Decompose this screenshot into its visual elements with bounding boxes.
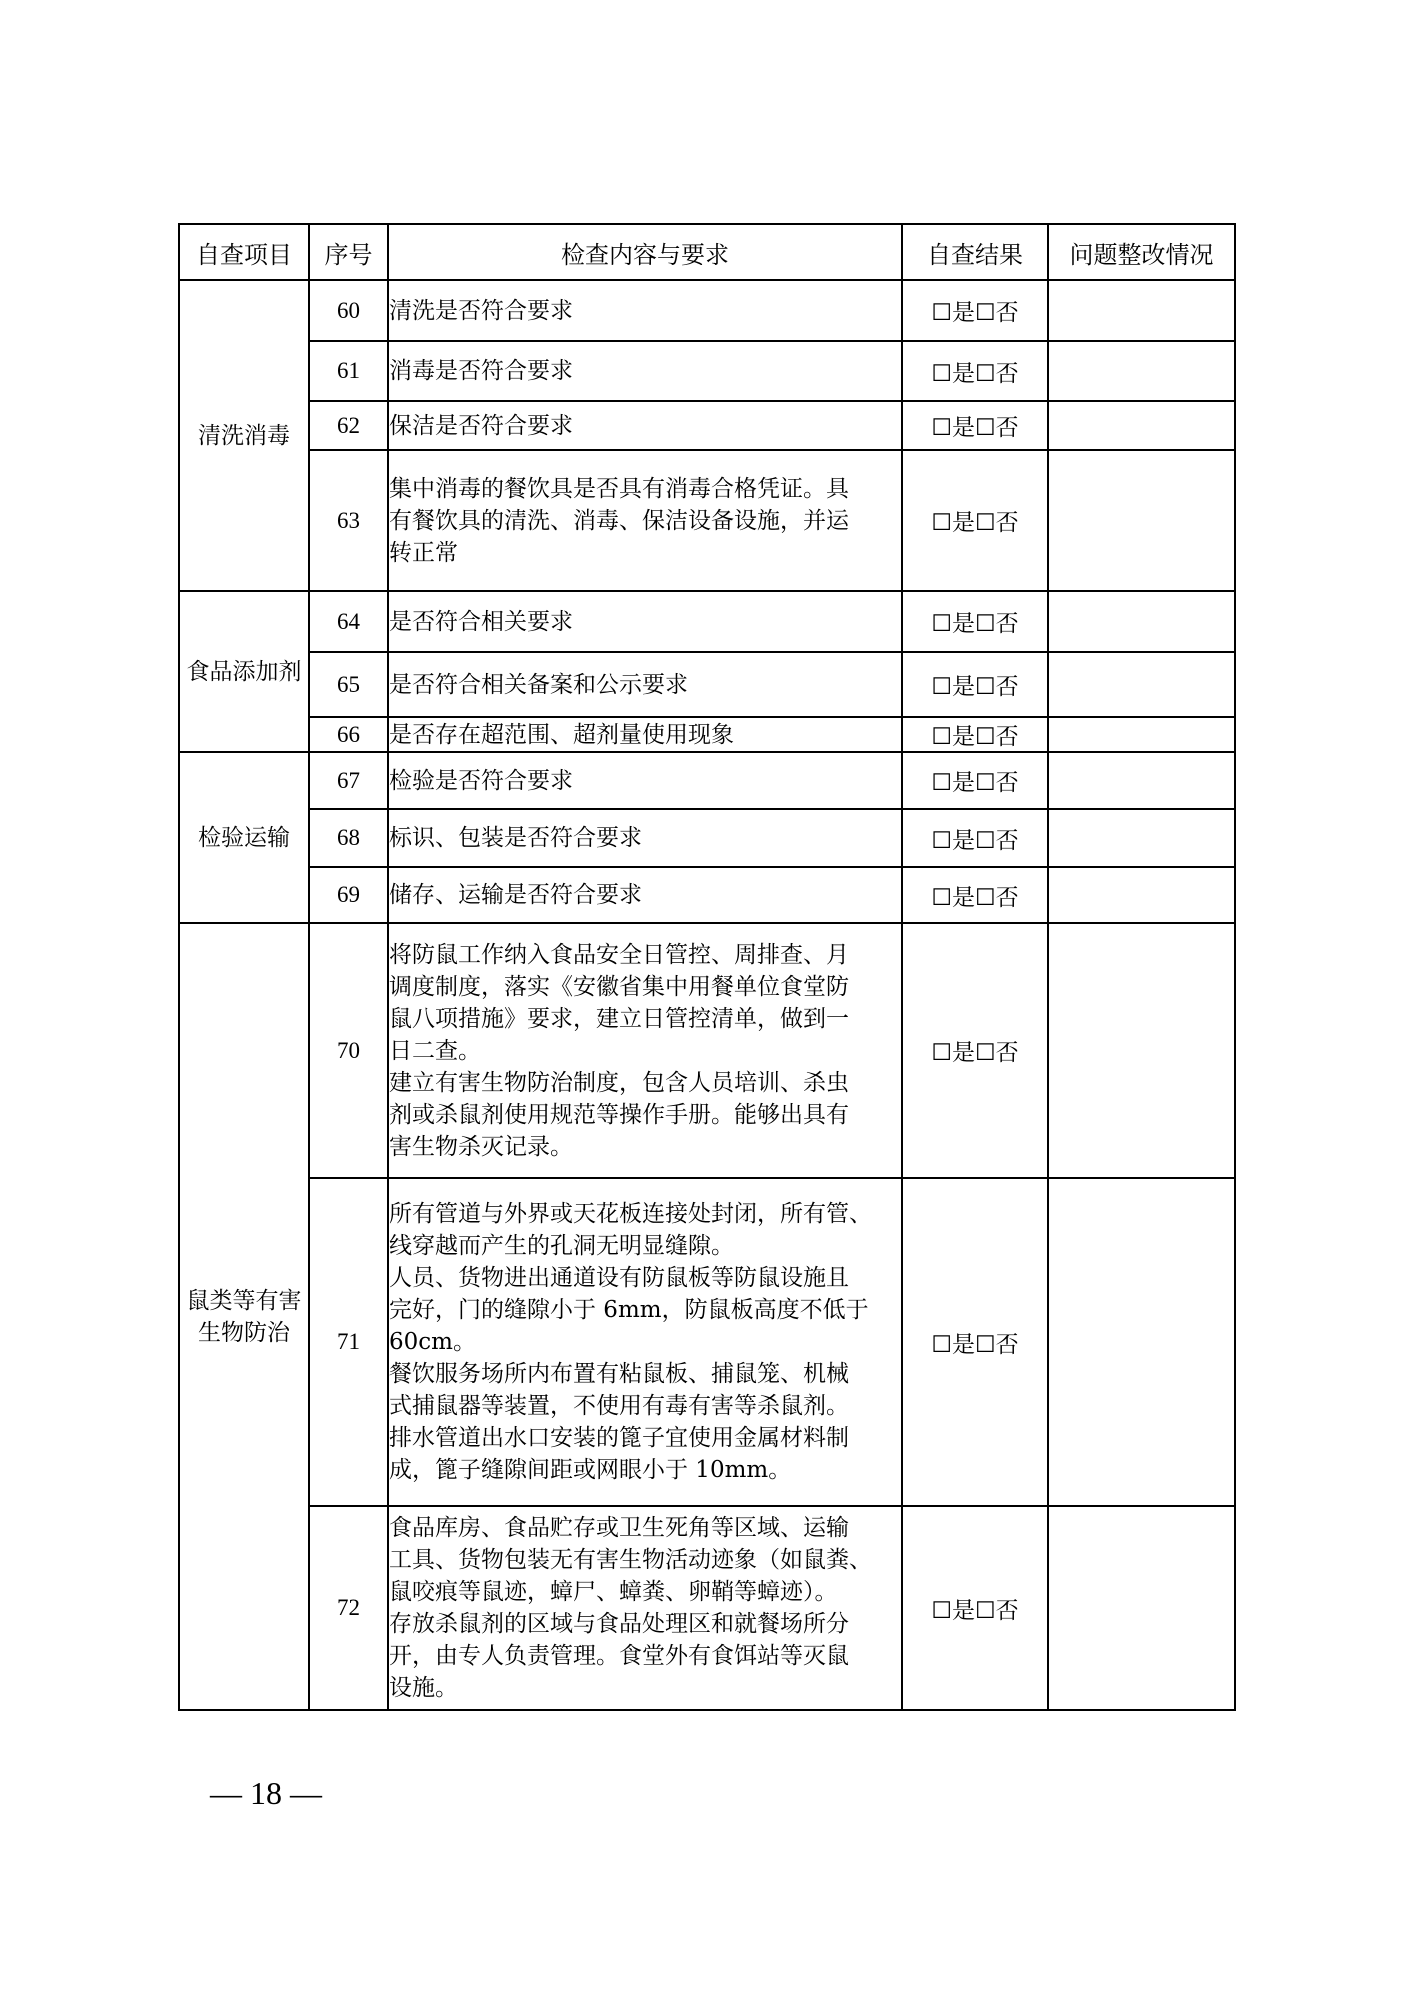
content-line: 完好，门的缝隙小于 6mm，防鼠板高度不低于	[389, 1297, 869, 1323]
result-checkbox[interactable]: ☐是☐否	[902, 867, 1048, 923]
fix-cell[interactable]	[1048, 923, 1235, 1178]
content-line: 害生物杀灭记录。	[389, 1133, 573, 1160]
table-row	[179, 280, 1235, 341]
category-cell	[179, 280, 309, 591]
content-line: 建立有害生物防治制度，包含人员培训、杀虫	[389, 1069, 849, 1096]
seq-cell: 65	[309, 652, 388, 717]
table-row	[179, 923, 1235, 1178]
fix-cell[interactable]	[1048, 1506, 1235, 1710]
content-line: 排水管道出水口安装的篦子宜使用金属材料制	[389, 1425, 849, 1451]
result-checkbox[interactable]: ☐是☐否	[902, 1178, 1048, 1506]
category-label: 食品添加剂	[186, 658, 302, 685]
fix-cell[interactable]	[1048, 1178, 1235, 1506]
category-label: 清洗消毒	[198, 422, 290, 449]
fix-cell[interactable]	[1048, 450, 1235, 591]
header-content: 检查内容与要求	[388, 224, 902, 280]
category-label: 鼠类等有害	[186, 1287, 302, 1314]
content-line: 所有管道与外界或天花板连接处封闭，所有管、	[389, 1201, 872, 1227]
content-line: 餐饮服务场所内布置有粘鼠板、捕鼠笼、机械	[389, 1361, 849, 1387]
result-checkbox[interactable]: ☐是☐否	[902, 450, 1048, 591]
content-line: 开，由专人负责管理。食堂外有食饵站等灭鼠	[389, 1643, 849, 1669]
content-line: 剂或杀鼠剂使用规范等操作手册。能够出具有	[389, 1101, 849, 1128]
content-line: 转正常	[389, 539, 458, 566]
fix-cell[interactable]	[1048, 752, 1235, 809]
content-line: 成，篦子缝隙间距或网眼小于 10mm。	[389, 1457, 792, 1483]
fix-cell[interactable]	[1048, 341, 1235, 401]
table-row	[179, 809, 1235, 867]
table-row	[179, 401, 1235, 450]
result-checkbox[interactable]: ☐是☐否	[902, 809, 1048, 867]
table-row	[179, 591, 1235, 652]
table-row	[179, 867, 1235, 923]
content-line: 清洗是否符合要求	[389, 297, 573, 324]
result-checkbox[interactable]: ☐是☐否	[902, 652, 1048, 717]
content-line: 鼠咬痕等鼠迹，蟑尸、蟑粪、卵鞘等蟑迹）。	[389, 1579, 838, 1605]
table-row	[179, 450, 1235, 591]
table-row	[179, 1178, 1235, 1506]
content-cell	[388, 923, 902, 1178]
fix-cell[interactable]	[1048, 867, 1235, 923]
content-cell	[388, 401, 902, 450]
content-line: 保洁是否符合要求	[389, 412, 573, 439]
table-row	[179, 341, 1235, 401]
header-category: 自查项目	[179, 224, 309, 280]
header-result: 自查结果	[902, 224, 1048, 280]
seq-cell: 70	[309, 923, 388, 1178]
result-checkbox[interactable]: ☐是☐否	[902, 1506, 1048, 1710]
content-cell	[388, 1506, 902, 1710]
seq-cell: 72	[309, 1506, 388, 1710]
seq-cell: 69	[309, 867, 388, 923]
seq-cell: 64	[309, 591, 388, 652]
content-line: 鼠八项措施》要求，建立日管控清单，做到一	[389, 1005, 849, 1032]
fix-cell[interactable]	[1048, 717, 1235, 752]
content-line: 是否存在超范围、超剂量使用现象	[389, 721, 734, 748]
category-cell	[179, 923, 309, 1710]
seq-cell: 66	[309, 717, 388, 752]
content-line: 标识、包装是否符合要求	[389, 825, 642, 851]
table-row	[179, 1506, 1235, 1710]
result-checkbox[interactable]: ☐是☐否	[902, 401, 1048, 450]
content-line: 存放杀鼠剂的区域与食品处理区和就餐场所分	[389, 1611, 849, 1637]
content-line: 式捕鼠器等装置，不使用有毒有害等杀鼠剂。	[389, 1393, 849, 1419]
seq-cell: 67	[309, 752, 388, 809]
fix-cell[interactable]	[1048, 280, 1235, 341]
table-row	[179, 652, 1235, 717]
category-label: 检验运输	[198, 824, 290, 851]
seq-cell: 62	[309, 401, 388, 450]
content-cell	[388, 717, 902, 752]
fix-cell[interactable]	[1048, 591, 1235, 652]
content-line: 线穿越而产生的孔洞无明显缝隙。	[389, 1233, 734, 1259]
content-cell	[388, 1178, 902, 1506]
result-checkbox[interactable]: ☐是☐否	[902, 717, 1048, 752]
content-cell	[388, 341, 902, 401]
result-checkbox[interactable]: ☐是☐否	[902, 752, 1048, 809]
content-line: 食品库房、食品贮存或卫生死角等区域、运输	[389, 1515, 849, 1541]
content-cell	[388, 867, 902, 923]
content-line: 调度制度，落实《安徽省集中用餐单位食堂防	[389, 973, 849, 1000]
result-checkbox[interactable]: ☐是☐否	[902, 923, 1048, 1178]
content-line: 是否符合相关备案和公示要求	[389, 671, 688, 698]
content-line: 工具、货物包装无有害生物活动迹象（如鼠粪、	[389, 1547, 872, 1573]
content-line: 将防鼠工作纳入食品安全日管控、周排查、月	[389, 941, 849, 968]
content-cell	[388, 809, 902, 867]
fix-cell[interactable]	[1048, 652, 1235, 717]
category-cell	[179, 752, 309, 923]
content-cell	[388, 591, 902, 652]
header-fix: 问题整改情况	[1048, 224, 1235, 280]
seq-cell: 68	[309, 809, 388, 867]
seq-cell: 61	[309, 341, 388, 401]
result-checkbox[interactable]: ☐是☐否	[902, 591, 1048, 652]
fix-cell[interactable]	[1048, 809, 1235, 867]
fix-cell[interactable]	[1048, 401, 1235, 450]
result-checkbox[interactable]: ☐是☐否	[902, 341, 1048, 401]
header-seq: 序号	[309, 224, 388, 280]
content-line: 集中消毒的餐饮具是否具有消毒合格凭证。具	[389, 475, 849, 502]
category-cell	[179, 591, 309, 752]
content-line: 人员、货物进出通道设有防鼠板等防鼠设施且	[389, 1265, 849, 1291]
content-line: 60cm。	[389, 1329, 476, 1355]
content-line: 储存、运输是否符合要求	[389, 882, 642, 908]
content-line: 是否符合相关要求	[389, 608, 573, 635]
seq-cell: 63	[309, 450, 388, 591]
content-line: 检验是否符合要求	[389, 767, 573, 794]
content-cell	[388, 652, 902, 717]
result-checkbox[interactable]: ☐是☐否	[902, 280, 1048, 341]
header-row	[179, 224, 1235, 280]
seq-cell: 71	[309, 1178, 388, 1506]
category-label: 生物防治	[198, 1319, 290, 1346]
page-number: — 18 —	[210, 1775, 322, 1811]
content-line: 消毒是否符合要求	[389, 358, 573, 384]
content-cell	[388, 450, 902, 591]
content-line: 设施。	[389, 1675, 458, 1701]
seq-cell: 60	[309, 280, 388, 341]
table-row	[179, 717, 1235, 752]
content-line: 日二查。	[389, 1037, 481, 1064]
content-cell	[388, 752, 902, 809]
table-row	[179, 752, 1235, 809]
content-line: 有餐饮具的清洗、消毒、保洁设备设施，并运	[389, 507, 849, 534]
self-check-table	[178, 223, 1236, 1711]
content-cell	[388, 280, 902, 341]
